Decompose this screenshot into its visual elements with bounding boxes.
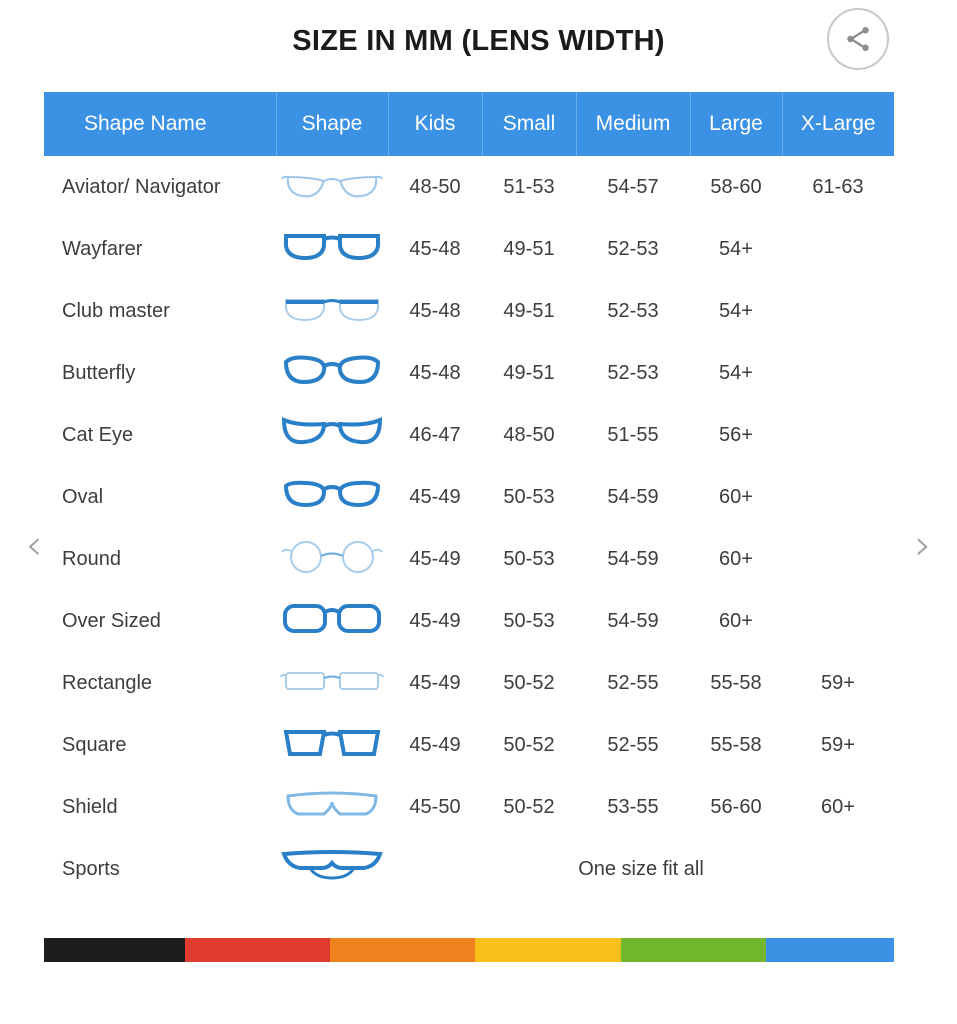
table-row: [44, 590, 894, 652]
butterfly-glasses-icon: [280, 350, 384, 390]
wayfarer-glasses-icon: [280, 226, 384, 266]
cell-large: 56-60: [690, 776, 782, 838]
shape-cell: [276, 714, 388, 776]
cell-large: 54+: [690, 280, 782, 342]
cell-large: 60+: [690, 466, 782, 528]
cell-medium: 52-53: [576, 280, 690, 342]
cell-kids: 45-48: [388, 218, 482, 280]
cell-xlarge: 61-63: [782, 156, 894, 218]
col-header-shape[interactable]: Shape: [276, 92, 388, 156]
table-row: [44, 528, 894, 590]
cell-xlarge: 59+: [782, 714, 894, 776]
cell-small: 50-53: [482, 528, 576, 590]
cell-xlarge: [782, 528, 894, 590]
col-header-large[interactable]: Large: [690, 92, 782, 156]
color-swatch-red: [185, 938, 330, 962]
col-header-xlarge[interactable]: X-Large: [782, 92, 894, 156]
shape-cell: [276, 404, 388, 466]
row-label: Wayfarer: [44, 218, 276, 280]
size-chart-table: [44, 92, 894, 900]
cell-large: 55-58: [690, 714, 782, 776]
cell-medium: 51-55: [576, 404, 690, 466]
cell-kids: 45-48: [388, 342, 482, 404]
cell-kids: 46-47: [388, 404, 482, 466]
color-swatch-orange: [330, 938, 475, 962]
cell-xlarge: 60+: [782, 776, 894, 838]
row-label: Sports: [44, 838, 276, 900]
cell-kids: 48-50: [388, 156, 482, 218]
one-size-note: One size fit all: [388, 838, 894, 900]
cell-xlarge: [782, 280, 894, 342]
cell-large: 54+: [690, 218, 782, 280]
cell-large: 56+: [690, 404, 782, 466]
cell-medium: 52-53: [576, 342, 690, 404]
color-swatch-blue: [766, 938, 894, 962]
shape-cell: [276, 342, 388, 404]
table-row: [44, 714, 894, 776]
cell-medium: 54-59: [576, 466, 690, 528]
header-row: [44, 92, 894, 156]
prev-arrow-icon[interactable]: ‹: [25, 520, 43, 569]
cell-large: 58-60: [690, 156, 782, 218]
row-label: Square: [44, 714, 276, 776]
table-row: [44, 342, 894, 404]
round-glasses-icon: [280, 536, 384, 576]
row-label: Over Sized: [44, 590, 276, 652]
table-header: [44, 92, 894, 156]
color-strip: [44, 938, 894, 962]
cateye-glasses-icon: [280, 412, 384, 452]
row-label: Aviator/ Navigator: [44, 156, 276, 218]
cell-small: 49-51: [482, 280, 576, 342]
cell-large: 55-58: [690, 652, 782, 714]
cell-xlarge: [782, 590, 894, 652]
table-row: [44, 838, 894, 900]
table-row: [44, 218, 894, 280]
col-header-small[interactable]: Small: [482, 92, 576, 156]
cell-kids: 45-49: [388, 466, 482, 528]
shape-cell: [276, 218, 388, 280]
shape-cell: [276, 776, 388, 838]
cell-xlarge: [782, 218, 894, 280]
next-arrow-icon[interactable]: ›: [914, 520, 932, 569]
oversized-glasses-icon: [280, 598, 384, 638]
cell-kids: 45-48: [388, 280, 482, 342]
shape-cell: [276, 652, 388, 714]
cell-xlarge: [782, 404, 894, 466]
cell-medium: 52-53: [576, 218, 690, 280]
table-row: [44, 466, 894, 528]
cell-kids: 45-49: [388, 528, 482, 590]
row-label: Round: [44, 528, 276, 590]
row-label: Rectangle: [44, 652, 276, 714]
table-row: [44, 280, 894, 342]
cell-medium: 52-55: [576, 714, 690, 776]
cell-xlarge: [782, 342, 894, 404]
square-glasses-icon: [280, 722, 384, 762]
cell-small: 50-52: [482, 776, 576, 838]
row-label: Butterfly: [44, 342, 276, 404]
oval-glasses-icon: [280, 474, 384, 514]
table-body: [44, 156, 894, 900]
shield-glasses-icon: [280, 784, 384, 824]
cell-kids: 45-50: [388, 776, 482, 838]
col-header-medium[interactable]: Medium: [576, 92, 690, 156]
aviator-glasses-icon: [280, 164, 384, 204]
row-label: Club master: [44, 280, 276, 342]
size-chart-table-wrap: [44, 92, 894, 900]
cell-large: 60+: [690, 590, 782, 652]
rectangle-glasses-icon: [280, 660, 384, 700]
cell-large: 54+: [690, 342, 782, 404]
clubmaster-glasses-icon: [280, 288, 384, 328]
cell-small: 50-53: [482, 590, 576, 652]
cell-kids: 45-49: [388, 714, 482, 776]
title-bar: [0, 0, 957, 82]
cell-xlarge: [782, 466, 894, 528]
row-label: Cat Eye: [44, 404, 276, 466]
shape-cell: [276, 466, 388, 528]
cell-small: 51-53: [482, 156, 576, 218]
page-title: SIZE IN MM (LENS WIDTH): [292, 24, 665, 57]
table-row: [44, 404, 894, 466]
color-swatch-yellow: [475, 938, 620, 962]
table-row: [44, 776, 894, 838]
cell-kids: 45-49: [388, 590, 482, 652]
shape-cell: [276, 590, 388, 652]
cell-medium: 54-59: [576, 528, 690, 590]
table-row: [44, 156, 894, 218]
cell-xlarge: 59+: [782, 652, 894, 714]
cell-small: 49-51: [482, 218, 576, 280]
col-header-shape-name[interactable]: Shape Name: [44, 92, 276, 156]
shape-cell: [276, 838, 388, 900]
cell-medium: 54-57: [576, 156, 690, 218]
color-swatch-green: [621, 938, 766, 962]
cell-medium: 52-55: [576, 652, 690, 714]
cell-kids: 45-49: [388, 652, 482, 714]
cell-medium: 54-59: [576, 590, 690, 652]
shape-cell: [276, 280, 388, 342]
shape-cell: [276, 156, 388, 218]
row-label: Oval: [44, 466, 276, 528]
share-icon: [843, 24, 873, 54]
share-button[interactable]: [827, 8, 889, 70]
color-swatch-black: [44, 938, 185, 962]
cell-large: 60+: [690, 528, 782, 590]
table-row: [44, 652, 894, 714]
cell-small: 50-52: [482, 652, 576, 714]
row-label: Shield: [44, 776, 276, 838]
col-header-kids[interactable]: Kids: [388, 92, 482, 156]
sports-glasses-icon: [280, 846, 384, 886]
cell-small: 48-50: [482, 404, 576, 466]
cell-medium: 53-55: [576, 776, 690, 838]
cell-small: 50-52: [482, 714, 576, 776]
shape-cell: [276, 528, 388, 590]
cell-small: 50-53: [482, 466, 576, 528]
cell-small: 49-51: [482, 342, 576, 404]
